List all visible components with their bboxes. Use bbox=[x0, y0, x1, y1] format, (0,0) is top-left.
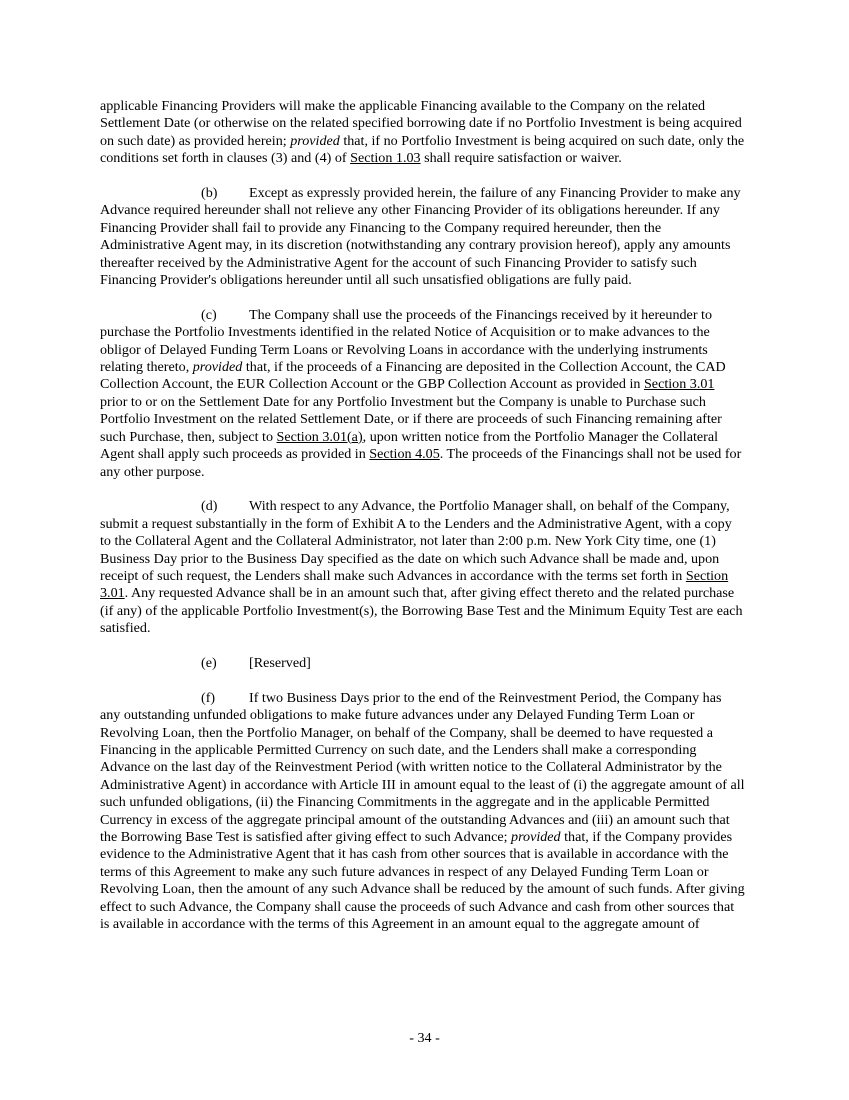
section-reference: Section 4.05 bbox=[369, 446, 440, 463]
paragraph-d: (d) With respect to any Advance, the Portfolio Manager shall, on behalf of the Company, submit a request substantially in the form of Exhibit A to the Lenders and the Administrative Agent, with a copy to the Collateral Agent and the Collateral Administrator, not later than 2:00 p.m. New York City time, one (1) Business Day prior to the Business Day specified as the date on which such Advance shall be made and, upon receipt of such request, the Lenders shall make such Advances in accordance with the terms set forth in Section 3.01. Any requested Advance shall be in an amount such that, after giving effect thereto and the related purchase (if any) of the applicable Portfolio Investment(s), the Borrowing Base Test and the Minimum Equity Test are each satisfied. bbox=[100, 498, 743, 637]
page-number: - 34 - bbox=[409, 1030, 440, 1046]
paragraph-c: (c) The Company shall use the proceeds of the Financings received by it hereunder to purchase the Portfolio Investments identified in the related Notice of Acquisition or to make advances to the obligor of Delayed Funding Term Loans or Revolving Loans in accordance with the underlying instruments relating thereto, provided that, if the proceeds of a Financing are deposited in the Collection Account, the CAD Collection Account, the EUR Collection Account or the GBP Collection Account as provided in Section 3.01 prior to or on the Settlement Date for any Portfolio Investment but the Company is unable to Purchase such Portfolio Investment on the related Settlement Date, or if there are proceeds of such Financing remaining after such Purchase, then, subject to Section 3.01(a), upon written notice from the Portfolio Manager the Collateral Agent shall apply such proceeds as provided in Section 4.05. The proceeds of the Financings shall not be used for any other purpose. bbox=[100, 306, 742, 480]
paragraph-f: (f) If two Business Days prior to the end of the Reinvestment Period, the Company has any outstanding unfunded obligations to make future advances under any Delayed Funding Term Loan or Revolving Loan, then the Portfolio Manager, on behalf of the Company, shall be deemed to have requested a Financing in the applicable Permitted Currency on such date, and the Lenders shall make a corresponding Advance on the last day of the Reinvestment Period (with written notice to the Collateral Administrator by the Administrative Agent) in accordance with Article III in amount equal to the least of (i) the aggregate amount of all such unfunded obligations, (ii) the Financing Commitments in the aggregate and in the applicable Permitted Currency in excess of the aggregate principal amount of the outstanding Advances and (iii) an amount such that the Borrowing Base Test is satisfied after giving effect to such Advance; provided that, if the Company provides evidence to the Administrative Agent that it has cash from other sources that is available in accordance with the terms of this Agreement to make any such future advances in respect of any Delayed Funding Term Loan or Revolving Loan, then the amount of any such Advance shall be reduced by the amount of such funds. After giving effect to such Advance, the Company shall cause the proceeds of such Advance and cash from other sources that is available in accordance with the terms of this Agreement in an amount equal to the aggregate amount of bbox=[100, 689, 745, 933]
paragraph-e: (e) [Reserved] bbox=[201, 654, 311, 671]
provided-emphasis: provided bbox=[511, 828, 561, 845]
section-reference: Section 3.01(a) bbox=[276, 428, 363, 445]
provided-emphasis: provided bbox=[290, 132, 340, 149]
provided-emphasis: provided bbox=[192, 359, 243, 376]
clause-label: (d) bbox=[201, 498, 218, 515]
section-reference: Section 1.03 bbox=[350, 150, 421, 167]
section-reference: Section 3.01 bbox=[643, 376, 715, 393]
document-body bbox=[100, 98, 745, 951]
clause-label: (f) bbox=[201, 689, 216, 706]
paragraph-b: (b) Except as expressly provided herein, the failure of any Financing Provider to make any Advance required hereunder shall not relieve any other Financing Provider of its obligations hereunder. If any Financing Provider shall fail to provide any Financing to the Company required hereunder, then the Administrative Agent may, in its discretion (notwithstanding any contrary provision hereof), apply any amounts thereafter received by the Administrative Agent for the account of such Financing Provider to satisfy such Financing Provider's obligations hereunder until all such unsatisfied obligations are fully paid. bbox=[100, 185, 741, 289]
clause-label: (b) bbox=[201, 185, 218, 202]
clause-label: (c) bbox=[201, 306, 217, 323]
paragraph-intro: applicable Financing Providers will make the applicable Financing available to the Company on the related Settlement Date (or otherwise on the related specified borrowing date if no Portfolio Investment is being acquired on such date) as provided herein; provided that, if no Portfolio Investment is being acquired on such date, only the conditions set forth in clauses (3) and (4) of Section 1.03 shall require satisfaction or waiver. bbox=[100, 98, 745, 167]
clause-label: (e) bbox=[201, 654, 217, 671]
section-reference: Section 3.01 bbox=[100, 567, 729, 602]
